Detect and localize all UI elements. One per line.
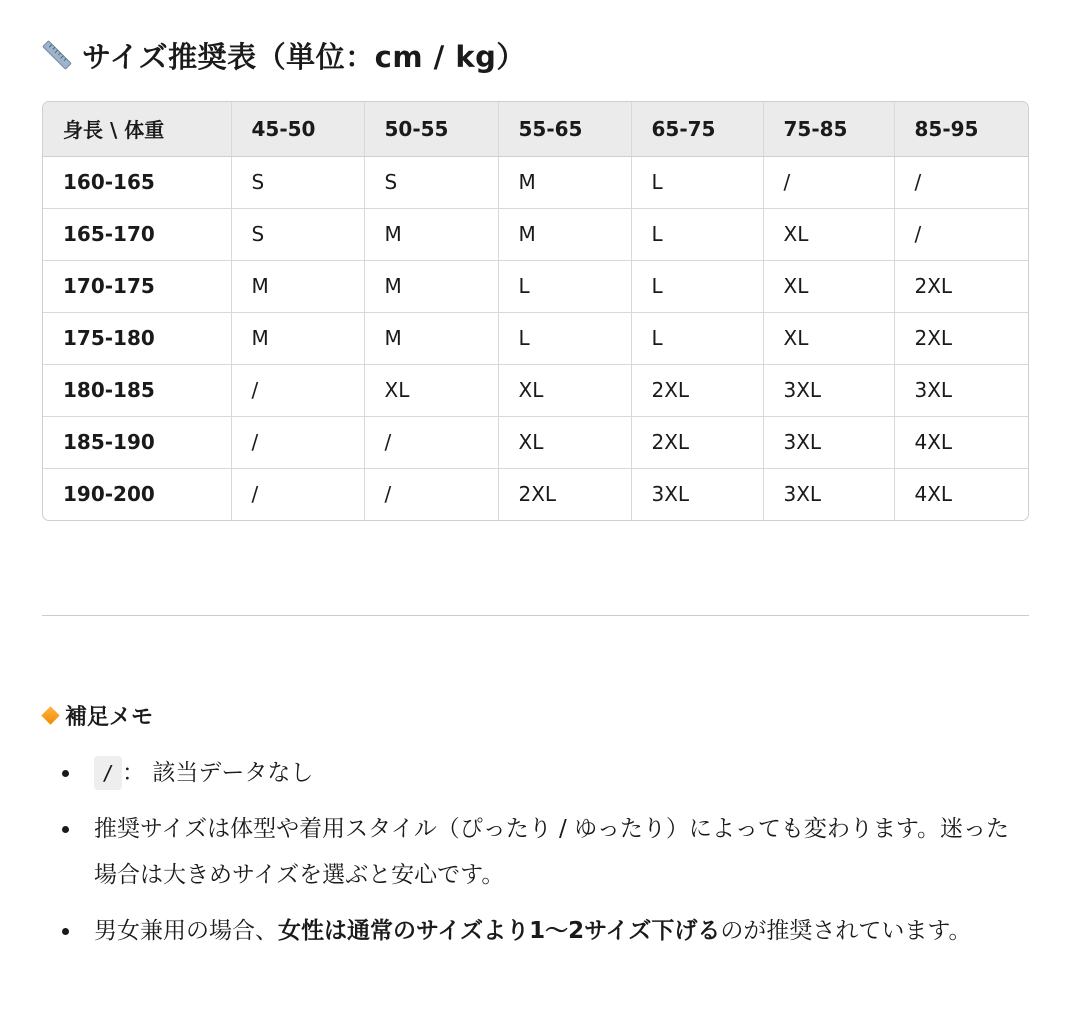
weight-header: 50-55 [364, 102, 498, 156]
note-text: のが推奨されています。 [720, 918, 972, 944]
size-cell: S [364, 156, 498, 208]
section-divider [42, 615, 1029, 616]
list-item [42, 806, 1022, 898]
weight-header: 65-75 [631, 102, 763, 156]
weight-header: 85-95 [894, 102, 1028, 156]
size-cell: / [231, 468, 364, 520]
list-item [42, 750, 1022, 796]
page-title-text: サイズ推奨表（単位：cm / kg） [82, 39, 526, 74]
note-emphasis: 女性は通常のサイズより1〜2サイズ下げる [278, 918, 721, 944]
size-cell: L [631, 156, 763, 208]
height-cell: 165-170 [43, 208, 231, 260]
size-cell: XL [364, 364, 498, 416]
table-row [43, 156, 1028, 208]
size-cell: 3XL [763, 364, 894, 416]
size-cell: L [498, 260, 631, 312]
notes-list [42, 750, 1022, 964]
size-cell: / [364, 416, 498, 468]
list-item [42, 908, 1022, 954]
size-cell: M [231, 260, 364, 312]
table-row [43, 364, 1028, 416]
size-cell: 2XL [498, 468, 631, 520]
size-cell: 3XL [763, 416, 894, 468]
size-cell: M [364, 208, 498, 260]
size-cell: L [631, 260, 763, 312]
size-cell: M [498, 156, 631, 208]
size-cell: XL [763, 208, 894, 260]
height-cell: 185-190 [43, 416, 231, 468]
inline-code: / [94, 756, 122, 790]
size-cell: XL [763, 260, 894, 312]
size-table [43, 102, 1028, 520]
note-text: ： 該当データなし [122, 760, 314, 786]
table-row [43, 260, 1028, 312]
size-cell: L [631, 312, 763, 364]
height-cell: 160-165 [43, 156, 231, 208]
size-table-container [42, 101, 1029, 521]
size-cell: L [631, 208, 763, 260]
size-cell: S [231, 208, 364, 260]
ruler-icon [42, 40, 72, 70]
weight-header: 45-50 [231, 102, 364, 156]
size-cell: M [231, 312, 364, 364]
size-cell: / [231, 364, 364, 416]
size-cell: / [364, 468, 498, 520]
table-row [43, 416, 1028, 468]
size-cell: 4XL [914, 482, 953, 507]
size-cell: XL [763, 312, 894, 364]
height-cell: 170-175 [43, 260, 231, 312]
notes-heading [44, 700, 153, 731]
size-cell: / [894, 208, 1028, 260]
size-cell: 2XL [631, 364, 763, 416]
size-cell: 4XL [894, 416, 1028, 468]
note-text: 推奨サイズは体型や着用スタイル（ぴったり / ゆったり）によっても変わります。迷った場合は大きめサイズを選ぶと安心です。 [94, 816, 1010, 888]
table-row [43, 208, 1028, 260]
size-cell: 2XL [631, 416, 763, 468]
notes-heading-text: 補足メモ [65, 705, 154, 730]
size-cell: XL [498, 364, 631, 416]
size-cell: / [231, 416, 364, 468]
size-cell: XL [498, 416, 631, 468]
size-cell: M [364, 260, 498, 312]
size-cell: 3XL [763, 468, 894, 520]
weight-header: 55-65 [498, 102, 631, 156]
size-cell: L [498, 312, 631, 364]
table-header-row [43, 102, 1028, 156]
table-row [43, 312, 1028, 364]
size-cell: / [894, 156, 1028, 208]
size-cell: 3XL [631, 468, 763, 520]
corner-header: 身長 \ 体重 [43, 102, 231, 156]
size-cell: 3XL [894, 364, 1028, 416]
weight-header: 75-85 [763, 102, 894, 156]
size-cell: M [364, 312, 498, 364]
note-text: 男女兼用の場合、 [94, 918, 278, 944]
height-cell: 175-180 [43, 312, 231, 364]
height-cell: 180-185 [43, 364, 231, 416]
size-cell: S [231, 156, 364, 208]
page-title [42, 30, 526, 80]
size-cell: 2XL [894, 260, 1028, 312]
height-cell: 190-200 [43, 468, 231, 520]
size-cell: M [498, 208, 631, 260]
table-row [43, 468, 1028, 520]
size-cell: / [763, 156, 894, 208]
orange-diamond-icon [41, 706, 59, 724]
size-cell: 2XL [894, 312, 1028, 364]
